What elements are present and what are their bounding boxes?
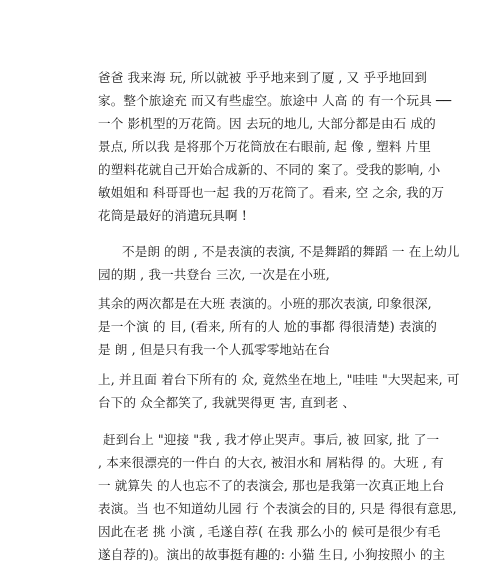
text-line: 家。整个旅途充 而又有些虚空。旅途中 人高 的 有一个玩具 ── <box>98 93 452 108</box>
text-line: 爸爸 我来海 玩, 所以就被 乎乎地来到了厦 , 又 乎乎地回到 <box>98 70 427 85</box>
text-line: 的塑料花就自己开始合成新的、不同的 案了。受我的影响, 小 <box>98 162 441 177</box>
text-line: 一个 影机型的万花筒。因 去玩的地儿, 大部分都是由石 成的 <box>98 116 436 131</box>
text-line: 花筒是最好的消遣玩具啊 ! <box>98 208 247 223</box>
text-line: 是一个演 的 目, (看来, 所有的人 尬的事都 得很清楚) 表演的 <box>98 319 437 334</box>
text-line: 台下的 众全都笑了, 我就哭得更 害, 直到老 、 <box>98 395 356 410</box>
text-line: 景点, 所以我 是将那个万花筒放在右眼前, 起 像 , 塑料 片里 <box>98 139 431 154</box>
text-line: 园的期 , 我一共登台 三次, 一次是在小班, <box>98 267 330 282</box>
text-line: 一 就算失 的人也忘不了的表演会, 那也是我第一次真正地上台 <box>98 478 445 493</box>
text-line: , 本来很漂亮的一件白 的大衣, 被泪水和 屑粘得 的。大班 , 有 <box>98 455 444 470</box>
text-line: 敏姐姐和 科哥哥也一起 我的万花筒了。看来, 空 之余, 我的万 <box>98 185 445 200</box>
text-line: 表演。当 也不知道幼儿园 行 个表演会的目的, 只是 得很有意思, <box>98 501 457 516</box>
text-line: 不是朗 的朗 , 不是表演的表演, 不是舞蹈的舞蹈 一 在上幼儿 <box>122 244 460 259</box>
text-line: 赶到台上 "迎接 "我 , 我才停止哭声。事后, 被 回家, 批 了一 <box>103 432 440 447</box>
text-line: 遂自荐的)。演出的故事挺有趣的: 小猫 生日, 小狗按照小 的主 <box>98 547 446 562</box>
text-line: 其余的两次都是在大班 表演的。小班的那次表演, 印象很深, <box>98 296 432 311</box>
text-line: 是 朗 , 但是只有我一个人孤零零地站在台 <box>98 342 331 357</box>
text-line: 上, 并且面 着台下所有的 众, 竟然坐在地上, "哇哇 "大哭起来, 可 <box>98 372 460 387</box>
text-line: 因此在老 挑 小演 , 毛遂自荐( 在我 那么小的 候可是很少有毛 <box>98 524 441 539</box>
